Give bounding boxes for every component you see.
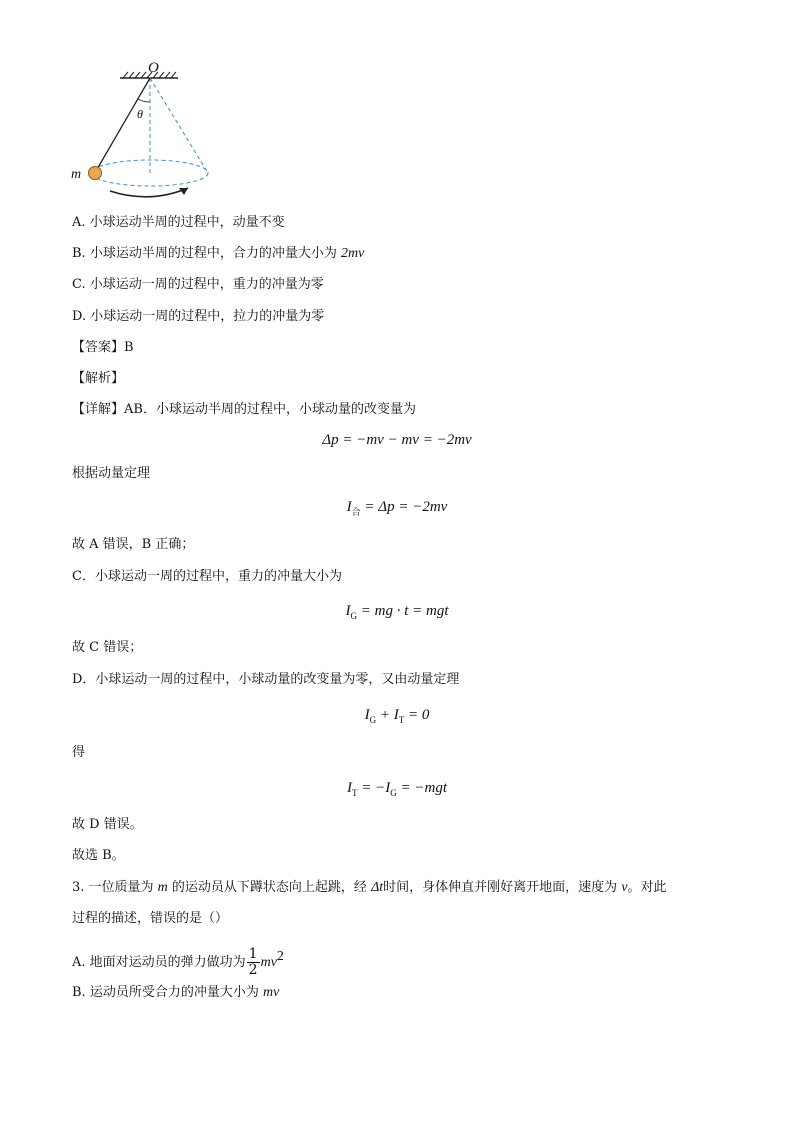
q3-option-b [72, 984, 279, 1002]
theta-arc [138, 99, 150, 102]
eq4-a-sub: G [369, 715, 377, 725]
option-b-text: B. 小球运动半周的过程中，合力的冲量大小为 [72, 246, 341, 261]
option-a: A. 小球运动半周的过程中，动量不变 [72, 215, 285, 230]
conical-pendulum-figure [68, 58, 218, 208]
q3-text-a: 3. 一位质量为 [72, 880, 158, 895]
label-o: O [148, 60, 159, 76]
equation-gravity-impulse [0, 601, 794, 626]
equation-sum-impulse [0, 705, 794, 730]
q3-text-b: 的运动员从下蹲状态向上起跳，经 [167, 880, 372, 895]
q3-delta-t: Δt [371, 880, 384, 895]
eq5-a-sub: T [352, 788, 358, 798]
question-3-line1 [72, 879, 667, 897]
conclusion-c: 故 C 错误； [72, 640, 143, 655]
eq4-mid: + [376, 707, 394, 723]
conclusion-ab: 故 A 错误，B 正确； [72, 537, 195, 552]
label-theta: θ [137, 107, 143, 121]
eq5-rhs: = −mgt [396, 780, 447, 796]
option-b-math: 2mv [340, 246, 365, 261]
fraction-numerator: 1 [248, 946, 258, 962]
pendulum-string [96, 78, 150, 171]
q3-option-b-text: B. 运动员所受合力的冲量大小为 [72, 985, 263, 1000]
q3-velocity: v [621, 880, 628, 895]
q3-option-b-math: mv [262, 985, 280, 1000]
equation-tension-impulse [0, 778, 794, 803]
q3-option-a-square: 2 [276, 949, 284, 964]
q3-option-a [72, 940, 284, 980]
eq4-b: I [393, 707, 399, 723]
detail-ab: 【详解】AB．小球运动半周的过程中，小球动量的改变量为 [72, 402, 416, 417]
label-m: m [71, 167, 82, 182]
answer: 【答案】B [72, 340, 134, 355]
eq2-rhs: = Δp = −2mv [360, 499, 448, 515]
eq4-b-sub: T [398, 715, 405, 725]
conclusion-d: 故 D 错误。 [72, 817, 143, 832]
eq5-b-sub: G [390, 788, 397, 798]
cone-edge [150, 78, 208, 173]
eq4-a: I [364, 707, 370, 723]
eq4-rhs: = 0 [404, 707, 430, 723]
detail-c: C．小球运动一周的过程中，重力的冲量大小为 [72, 569, 342, 584]
eq2-sub: 合 [351, 507, 361, 517]
q3-option-a-fraction [247, 947, 260, 978]
ball [89, 167, 102, 180]
eq2-lhs: I [346, 499, 352, 515]
equation-net-impulse [0, 497, 794, 522]
option-c: C. 小球运动一周的过程中，重力的冲量为零 [72, 277, 324, 292]
rotation-arrow [110, 188, 188, 197]
analysis-title: 【解析】 [72, 371, 125, 386]
q3-option-a-text: A. 地面对运动员的弹力做功为 [72, 955, 246, 970]
equation-momentum-change: Δp = −mv − mv = −2mv [322, 432, 472, 448]
eq3-rhs: = mg · t = mgt [357, 603, 449, 619]
fraction-denominator: 2 [248, 962, 258, 978]
final-answer: 故选 B。 [72, 848, 125, 863]
eq5-b: I [385, 780, 391, 796]
q3-mass: m [157, 880, 168, 895]
theorem-text: 根据动量定理 [72, 466, 151, 481]
eq3-sub: G [350, 611, 357, 621]
q3-text-c: 时间，身体伸直并刚好离开地面，速度为 [383, 880, 622, 895]
eq5-mid: = − [357, 780, 386, 796]
eq5-a: I [347, 780, 352, 796]
q3-text-d: 。对此 [627, 880, 667, 895]
de-text: 得 [72, 745, 86, 760]
q3-option-a-mv: mv [260, 955, 277, 970]
option-d: D. 小球运动一周的过程中，拉力的冲量为零 [72, 309, 325, 324]
detail-d: D．小球运动一周的过程中，小球动量的改变量为零，又由动量定理 [72, 672, 460, 687]
option-b [72, 245, 364, 263]
eq3-lhs: I [345, 603, 351, 619]
question-3-line2: 过程的描述，错误的是（） [72, 911, 229, 926]
